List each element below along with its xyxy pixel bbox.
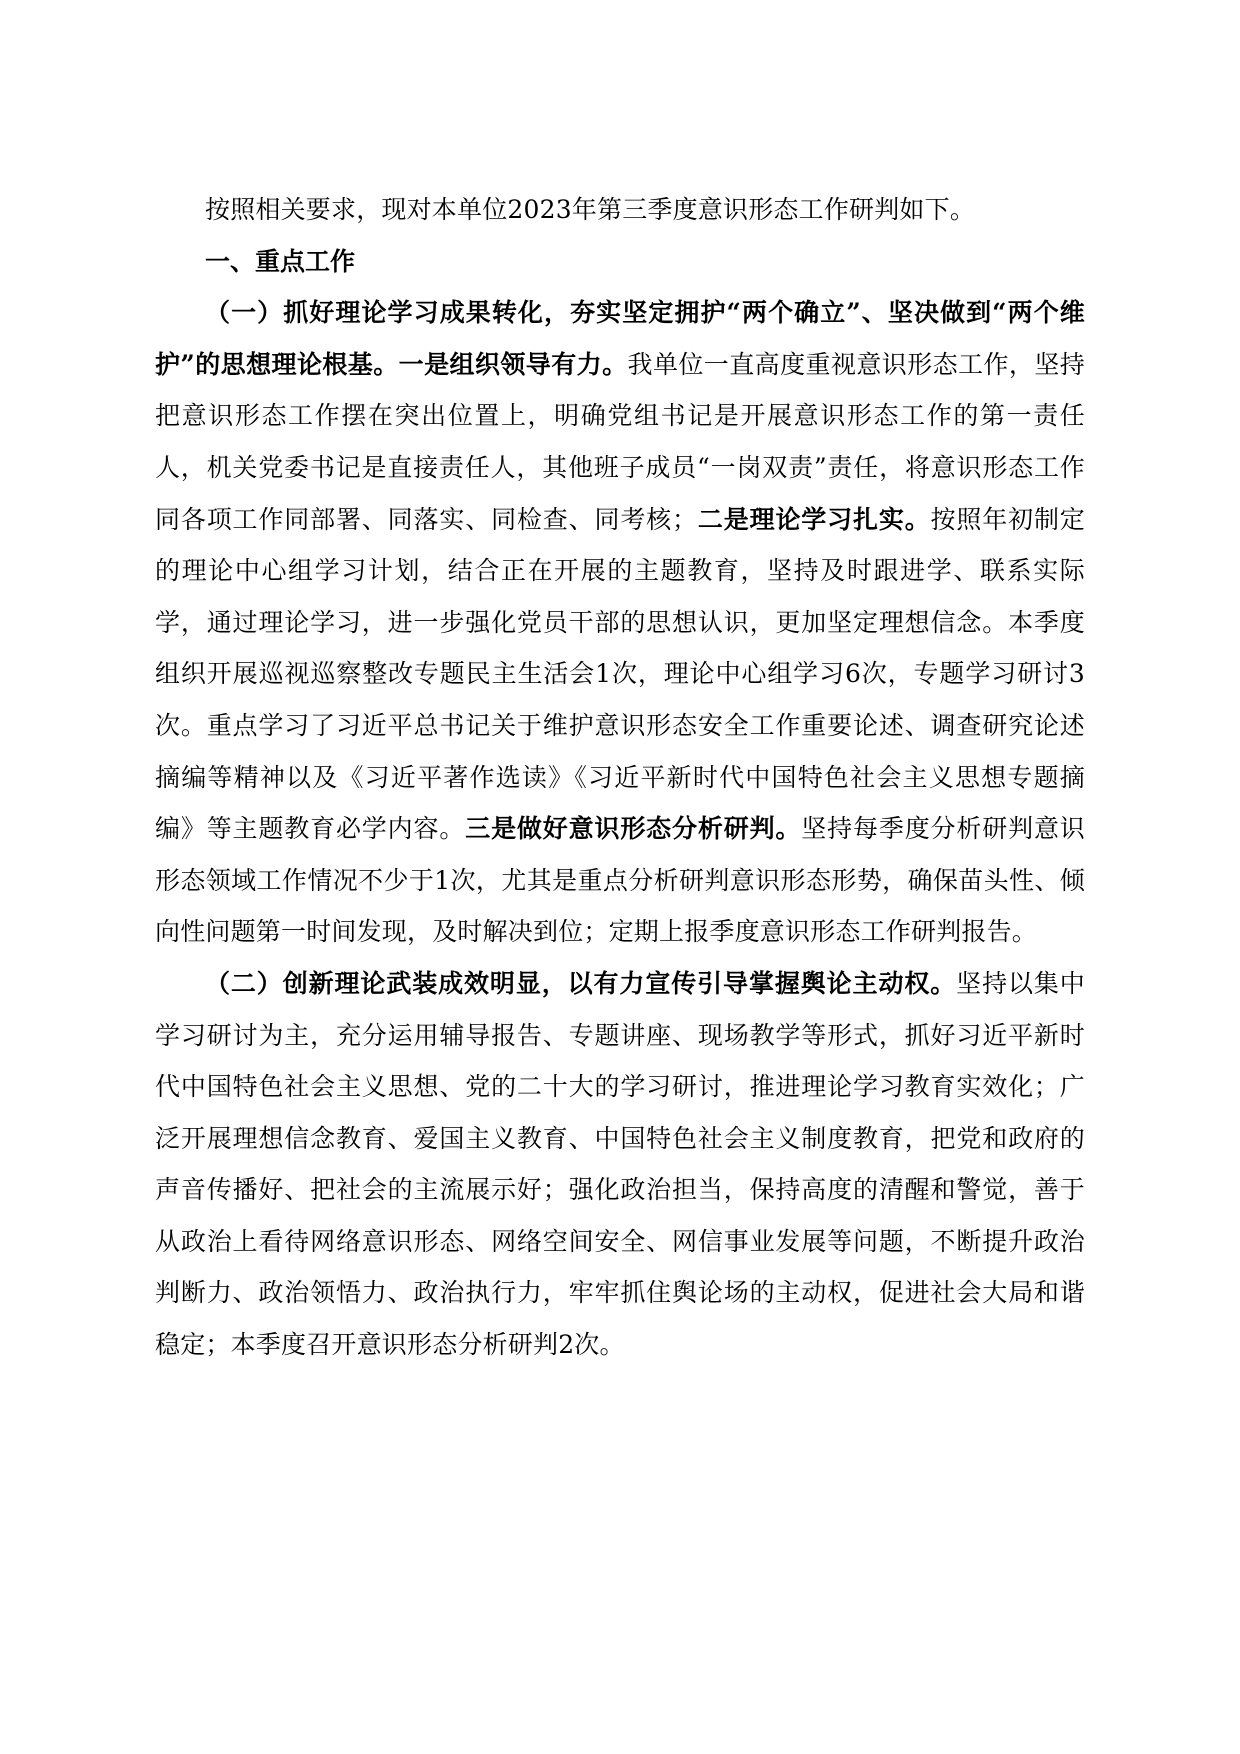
section-heading-key-work: 一、重点工作	[205, 246, 356, 276]
part-1-title: （一）抓好理论学习成果转化，夯实坚定拥护“两个确立”、坚决做到“两个维护”的思想理论根基。	[155, 298, 1085, 379]
part-2-text: 坚持以集中学习研讨为主，充分运用辅导报告、专题讲座、现场教学等形式，抓好习近平新时代中国特色社会主义思想、党的二十大的学习研讨，推进理论学习教育实效化；广泛开展理想信念教育、爱国主义教育、中国特色社会主义制度教育，把党和政府的声音传播好、把社会的主流展示好；强化政治担当，保持高度的清醒和警觉，善于从政治上看待网络意识形态、网络空间安全、网信事业发展等问题，不断提升政治判断力、政治领悟力、政治执行力，牢牢抓住舆论场的主动权，促进社会大局和谐稳定；本季度召开意识形态分析研判2次。	[155, 968, 1085, 1360]
item-3-title: 三是做好意识形态分析研判。	[465, 814, 802, 844]
intro-text: 按照相关要求，现对本单位2023年第三季度意识形态工作研判如下。	[205, 195, 976, 224]
document-body	[155, 184, 1085, 1371]
paragraph-part-1	[155, 287, 1085, 958]
paragraph-part-2	[155, 958, 1085, 1371]
item-1-text: 我单位一直高度重视意识形态工作，坚持把意识形态工作摆在突出位置上，明确党组书记是开展意识形态工作的第一责任人，机关党委书记是直接责任人，其他班子成员“一岗双责”责任，将意识形态工作同各项工作同部署、同落实、同检查、同考核；	[155, 349, 1085, 534]
item-2-text: 按照年初制定的理论中心组学习计划，结合正在开展的主题教育，坚持及时跟进学、联系实际学，通过理论学习，进一步强化党员干部的思想认识，更加坚定理想信念。本季度组织开展巡视巡察整改专题民主生活会1次，理论中心组学习6次，专题学习研讨3次。重点学习了习近平总书记关于维护意识形态安全工作重要论述、调查研究论述摘编等精神以及《习近平著作选读》《习近平新时代中国特色社会主义思想专题摘编》等主题教育必学内容。	[155, 504, 1086, 844]
intro-paragraph	[155, 184, 1085, 236]
item-3-text: 坚持每季度分析研判意识形态领域工作情况不少于1次，尤其是重点分析研判意识形态形势，确保苗头性、倾向性问题第一时间发现，及时解决到位；定期上报季度意识形态工作研判报告。	[155, 814, 1086, 947]
item-2-title: 二是理论学习扎实。	[697, 504, 931, 534]
part-2-title: （二）创新理论武装成效明显，以有力宣传引导掌握舆论主动权。	[205, 968, 957, 998]
item-1-title: 一是组织领导有力。	[398, 349, 628, 379]
